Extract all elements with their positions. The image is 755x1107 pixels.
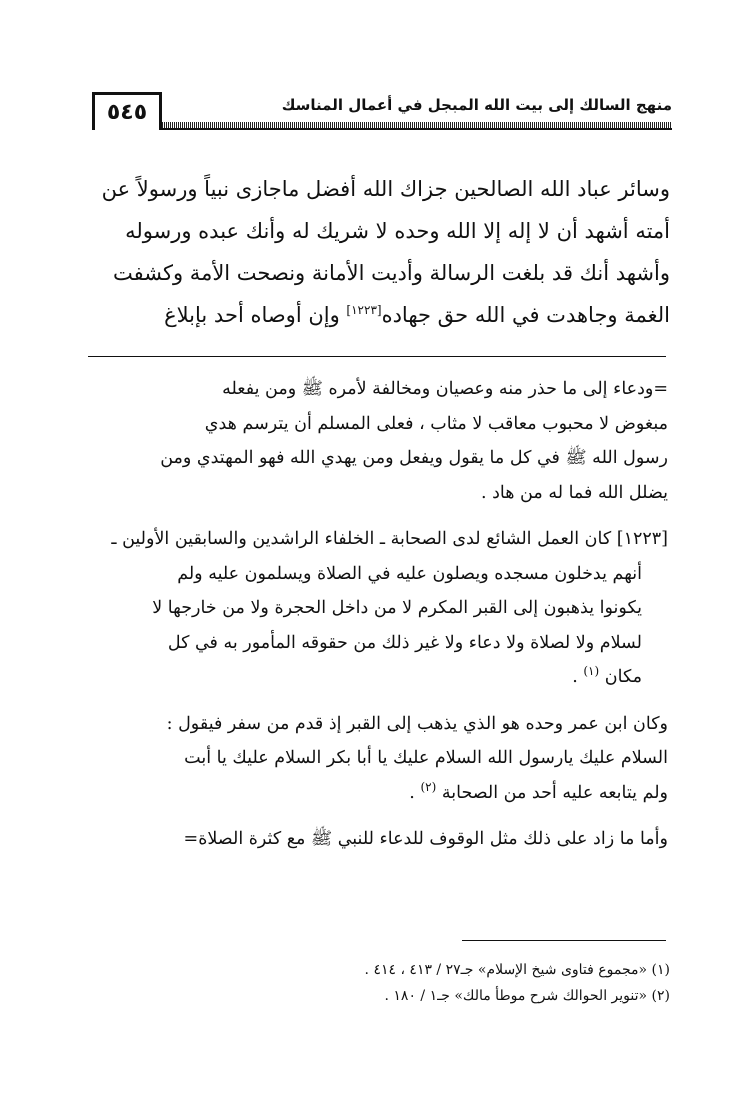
text-notes-divider bbox=[88, 356, 666, 357]
note-line: رسول الله ﷺ في كل ما يقول ويفعل ومن يهدي الله فهو المهتدي ومن bbox=[160, 448, 668, 468]
note-line-end: . bbox=[409, 782, 415, 803]
note-1223-body bbox=[92, 557, 668, 695]
page-number: ٥٤٥ bbox=[92, 92, 162, 130]
note-continuation bbox=[92, 372, 668, 510]
note-final-line: وأما ما زاد على ذلك مثل الوقوف للدعاء للنبي ﷺ مع كثرة الصلاة= bbox=[183, 829, 668, 849]
note-line-end: . bbox=[572, 667, 578, 687]
footnote-ref-1: (١) bbox=[583, 664, 600, 679]
footnote-1: (١) «مجموع فتاوى شيخ الإسلام» جـ٢٧ / ٤١٣ ، ٤١٤ . bbox=[364, 962, 670, 978]
footnote-ref-2: (٢) bbox=[420, 779, 437, 794]
note-ref-1223: [١٢٢٣] bbox=[346, 303, 382, 317]
note-ibn-umar bbox=[92, 707, 668, 811]
header-rule bbox=[162, 122, 672, 130]
footnote-2: (٢) «تنوير الحوالك شرح موطأ مالك» جـ١ / ١٨٠ . bbox=[384, 988, 670, 1004]
main-line-last bbox=[88, 294, 670, 336]
note-line: يكونوا يذهبون إلى القبر المكرم لا من داخل الحجرة ولا من خارجها لا bbox=[152, 598, 642, 618]
note-line: وكان ابن عمر وحده هو الذي يذهب إلى القبر إذ قدم من سفر فيقول : bbox=[166, 713, 668, 734]
main-line-text: الغمة وجاهدت في الله حق جهاده bbox=[381, 303, 670, 327]
note-line: لسلام ولا لصلاة ولا دعاء ولا غير ذلك من حقوقه المأمور به في كل bbox=[167, 632, 642, 653]
note-line: يضلل الله فما له من هاد . bbox=[481, 482, 668, 503]
footnotes bbox=[280, 957, 670, 1009]
footnote-divider bbox=[462, 940, 666, 941]
main-text bbox=[88, 168, 670, 336]
main-line: وأشهد أنك قد بلغت الرسالة وأديت الأمانة ونصحت الأمة وكشفت bbox=[113, 261, 670, 285]
note-line-last bbox=[92, 776, 668, 811]
note-line: =ودعاء إلى ما حذر منه وعصيان ومخالفة لأمره ﷺ ومن يفعله bbox=[222, 379, 668, 399]
note-line-last bbox=[92, 660, 642, 695]
note-line-text: ولم يتابعه عليه أحد من الصحابة bbox=[441, 782, 668, 803]
note-line-text: مكان bbox=[604, 667, 642, 687]
main-line-text: وإن أوصاه أحد بإبلاغ bbox=[164, 303, 340, 327]
main-line: وسائر عباد الله الصالحين جزاك الله أفضل ماجازى نبياً ورسولاً عن bbox=[101, 177, 670, 201]
note-line: أنهم يدخلون مسجده ويصلون عليه في الصلاة ويسلمون عليه ولم bbox=[177, 563, 642, 584]
page-header bbox=[92, 92, 672, 134]
commentary-notes bbox=[92, 372, 668, 857]
note-line: السلام عليك يارسول الله السلام عليك يا أبا بكر السلام عليك يا أبت bbox=[184, 748, 668, 768]
note-line: مبغوض لا محبوب معاقب لا مثاب ، فعلى المسلم أن يترسم هدي bbox=[204, 413, 668, 434]
note-line: [١٢٢٣] كان العمل الشائع لدى الصحابة ـ الخلفاء الراشدين والسابقين الأولين ـ bbox=[111, 529, 668, 549]
running-title: منهج السالك إلى بيت الله المبجل في أعمال المناسك bbox=[281, 96, 672, 114]
main-line: أمته أشهد أن لا إله إلا الله وحده لا شريك له وأنك عبده ورسوله bbox=[125, 219, 670, 243]
note-1223 bbox=[92, 522, 668, 695]
